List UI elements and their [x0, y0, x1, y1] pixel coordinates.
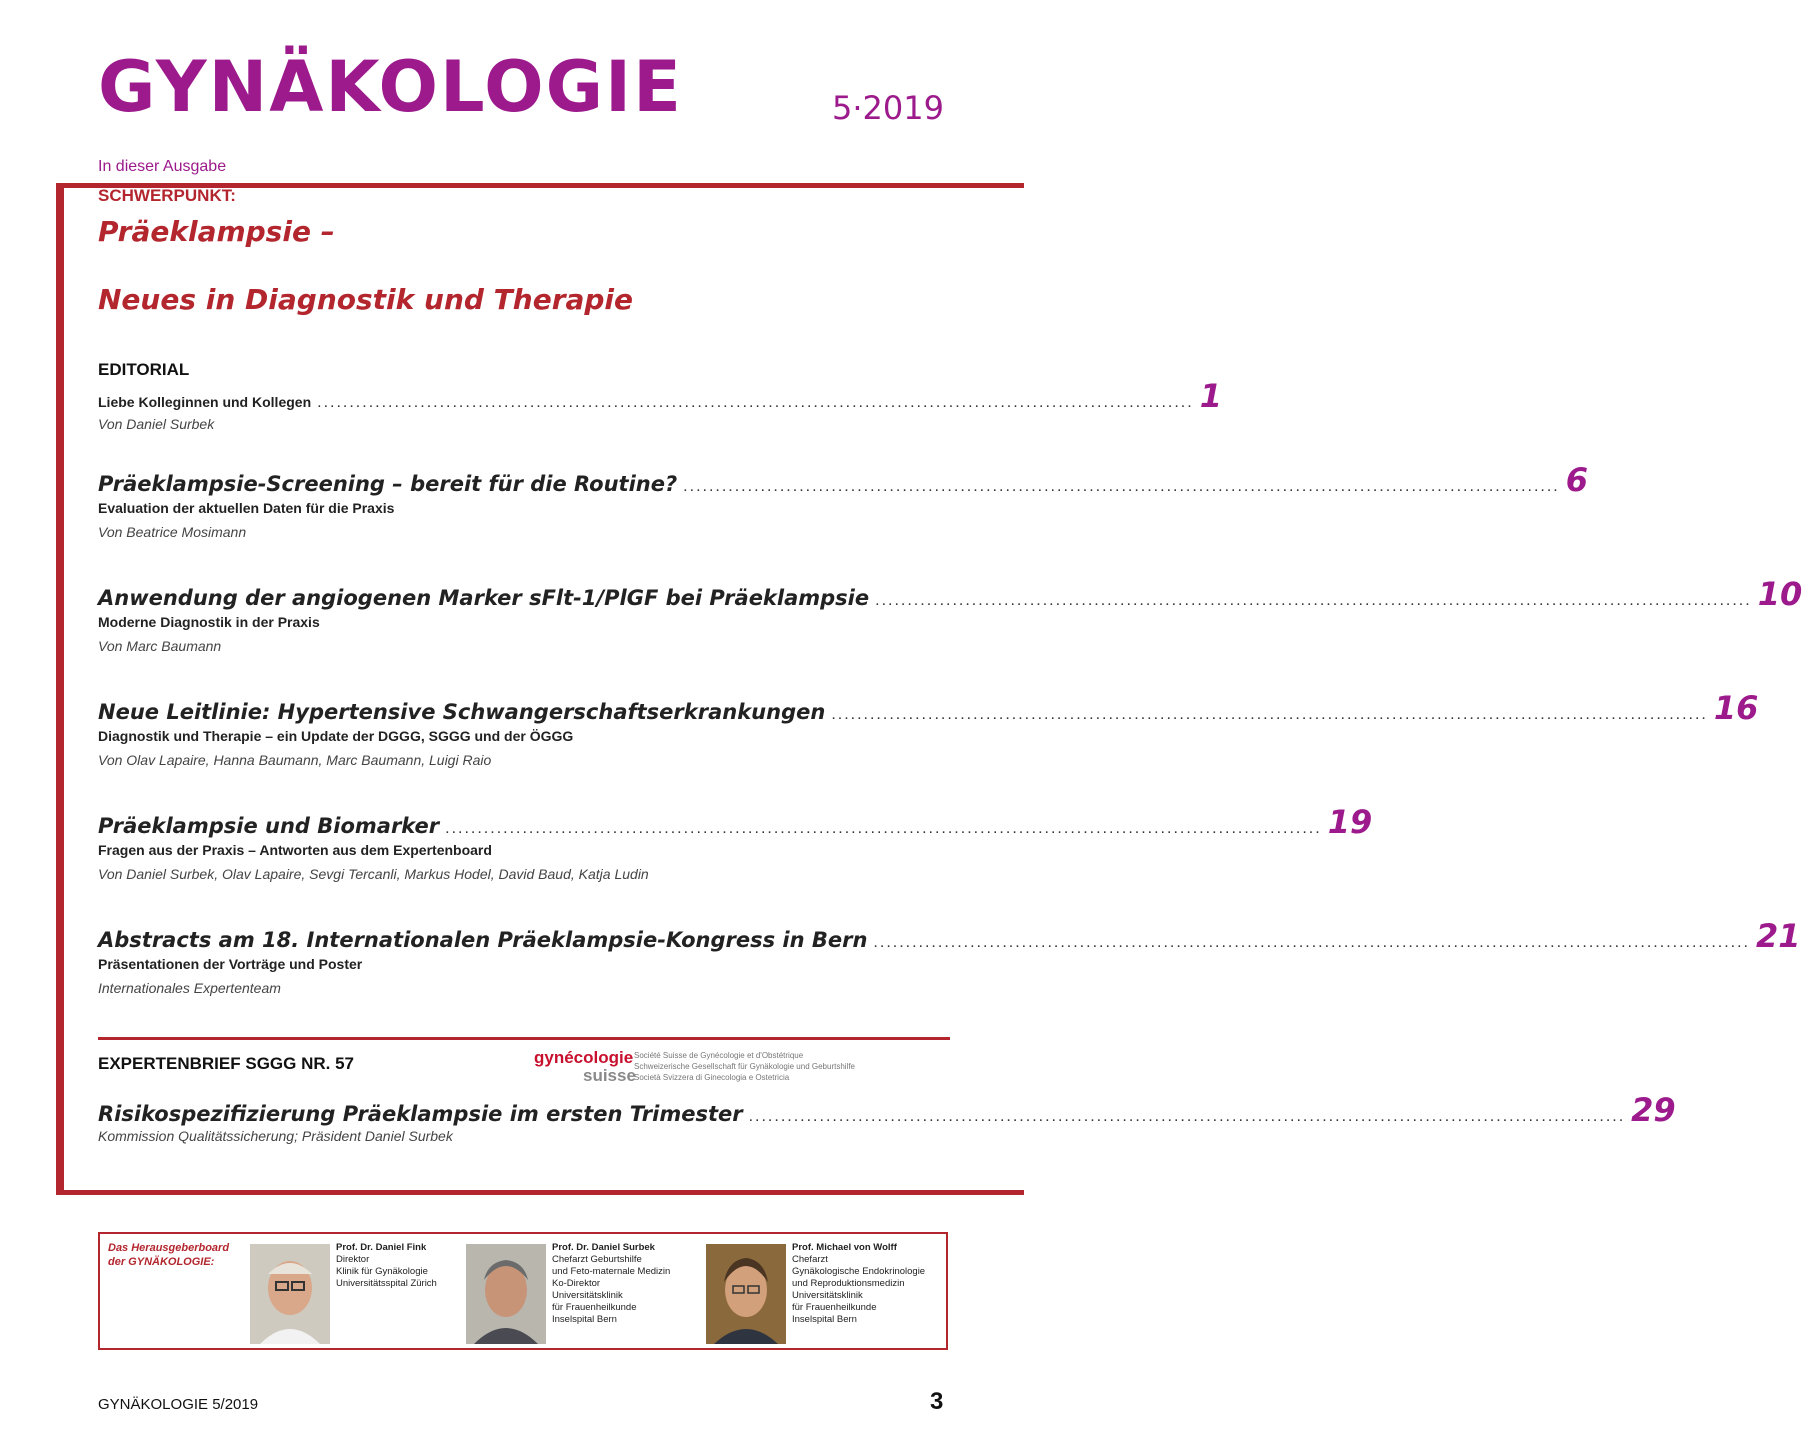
leader-dots: ........................................................................................................................................	[875, 592, 1752, 609]
toc-page-number[interactable]: 10	[1757, 575, 1802, 613]
board-member-line: für Frauenheilkunde	[792, 1302, 877, 1313]
toc-entry-authors: Von Daniel Surbek, Olav Lapaire, Sevgi Tercanli, Markus Hodel, David Baud, Katja Ludin	[98, 866, 649, 882]
section-heading-expertenbrief: EXPERTENBRIEF SGGG NR. 57	[98, 1054, 354, 1073]
leader-dots: ........................................................................................................................................	[873, 934, 1750, 951]
toc-entry-authors: Internationales Expertenteam	[98, 980, 281, 996]
portrait-photo	[250, 1244, 330, 1344]
toc-entry-authors: Kommission Qualitätssicherung; Präsident Daniel Surbek	[98, 1128, 453, 1144]
issue-number: 5·2019	[832, 89, 944, 127]
board-member-bio	[552, 1242, 670, 1326]
toc-entry-title[interactable]: Anwendung der angiogenen Marker sFlt-1/PlGF bei Präeklampsie	[98, 586, 870, 610]
board-member-name: Prof. Dr. Daniel Surbek	[552, 1242, 655, 1253]
leader-dots: ........................................................................................................................................	[683, 478, 1560, 495]
board-member-line: Universitätsspital Zürich	[336, 1278, 437, 1289]
focus-kicker: SCHWERPUNKT:	[98, 186, 236, 205]
toc-page-number[interactable]: 21	[1755, 917, 1801, 955]
board-label: Das Herausgeberboard der GYNÄKOLOGIE:	[108, 1242, 230, 1268]
board-member-line: Ko-Direktor	[552, 1278, 601, 1289]
portrait-photo	[706, 1244, 786, 1344]
board-member-line: Direktor	[336, 1254, 370, 1265]
toc-entry[interactable]	[98, 461, 1588, 540]
toc-entry[interactable]	[98, 803, 1373, 882]
toc-entry-subtitle: Evaluation der aktuellen Daten für die Praxis	[98, 500, 395, 516]
page-subtitle: In dieser Ausgabe	[98, 158, 227, 175]
toc-page-number[interactable]: 19	[1327, 803, 1373, 841]
focus-title-line1: Präeklampsie –	[98, 215, 335, 248]
toc-entry-subtitle: Fragen aus der Praxis – Antworten aus dem Expertenboard	[98, 842, 492, 858]
board-member-line: für Frauenheilkunde	[552, 1302, 637, 1313]
toc-entry[interactable]	[98, 917, 1801, 996]
section-divider	[98, 1037, 950, 1040]
board-member-line: Chefarzt Geburtshilfe	[552, 1254, 642, 1265]
board-member-line: und Reproduktionsmedizin	[792, 1278, 905, 1289]
toc-entry[interactable]	[98, 575, 1802, 654]
toc-entry-title[interactable]: Präeklampsie und Biomarker	[98, 814, 440, 838]
toc-entry-subtitle: Präsentationen der Vorträge und Poster	[98, 956, 363, 972]
toc-entry-title[interactable]: Abstracts am 18. Internationalen Präeklampsie-Kongress in Bern	[98, 928, 868, 952]
toc-entry[interactable]	[98, 1091, 1676, 1144]
toc-entry-authors: Von Marc Baumann	[98, 638, 222, 654]
toc-entry-authors: Von Beatrice Mosimann	[98, 524, 247, 540]
toc-entry-subtitle: Diagnostik und Therapie – ein Update der DGGG, SGGG und der ÖGGG	[98, 728, 574, 744]
board-member-line: Universitätsklinik	[552, 1290, 623, 1301]
toc-page-number[interactable]: 16	[1713, 689, 1759, 727]
footer-page-number: 3	[930, 1388, 944, 1415]
board-member-bio	[336, 1242, 437, 1290]
board-member-line: und Feto-maternale Medizin	[552, 1266, 671, 1277]
footer-journal: GYNÄKOLOGIE 5/2019	[98, 1396, 259, 1413]
board-member-bio	[792, 1242, 925, 1326]
sggg-logo-word1: gynécologie	[534, 1048, 634, 1067]
board-member-line: Klinik für Gynäkologie	[336, 1266, 428, 1277]
toc-page-number[interactable]: 1	[1199, 377, 1222, 415]
board-member-line: Inselspital Bern	[792, 1314, 857, 1325]
board-member-line: Gynäkologische Endokrinologie	[792, 1266, 926, 1277]
frame-bottom-rule	[56, 1190, 1024, 1195]
toc-entry-title[interactable]: Präeklampsie-Screening – bereit für die Routine?	[98, 472, 678, 496]
toc-entry[interactable]	[98, 377, 1222, 432]
toc-page-number[interactable]: 29	[1631, 1091, 1676, 1129]
board-member-line: Inselspital Bern	[552, 1314, 617, 1325]
board-member-line: Universitätsklinik	[792, 1290, 863, 1301]
leader-dots: ........................................................................................................................................	[445, 820, 1322, 837]
toc-entry-title[interactable]: Neue Leitlinie: Hypertensive Schwangerschaftserkrankungen	[98, 700, 826, 724]
frame-left-rule	[56, 183, 64, 1195]
toc-page-number[interactable]: 6	[1565, 461, 1588, 499]
board-member-name: Prof. Dr. Daniel Fink	[336, 1242, 427, 1253]
sggg-logo-line: Schweizerische Gesellschaft für Gynäkologie und Geburtshilfe	[634, 1062, 855, 1071]
leader-dots: ........................................................................................................................................	[748, 1108, 1626, 1125]
toc-entry-title[interactable]: Liebe Kolleginnen und Kollegen	[98, 394, 312, 410]
leader-dots: ........................................................................................................................................	[317, 394, 1194, 411]
sggg-logo-line: Société Suisse de Gynécologie et d'Obstétrique	[634, 1051, 804, 1060]
toc-entry-title[interactable]: Risikospezifizierung Präeklampsie im ersten Trimester	[98, 1102, 743, 1126]
journal-title: GYNÄKOLOGIE	[98, 46, 683, 128]
toc-entry-authors: Von Daniel Surbek	[98, 416, 215, 432]
sggg-logo-line: Società Svizzera di Ginecologia e Ostetricia	[634, 1073, 790, 1082]
portrait-photo	[466, 1244, 546, 1344]
board-member-name: Prof. Michael von Wolff	[792, 1242, 897, 1253]
toc-entry-authors: Von Olav Lapaire, Hanna Baumann, Marc Baumann, Luigi Raio	[98, 752, 492, 768]
toc-entry-subtitle: Moderne Diagnostik in der Praxis	[98, 614, 320, 630]
board-member-line: Chefarzt	[792, 1254, 828, 1265]
leader-dots: ........................................................................................................................................	[831, 706, 1708, 723]
editorial-board-box	[98, 1232, 948, 1350]
section-heading-editorial: EDITORIAL	[98, 360, 190, 379]
sggg-logo-word2: suisse	[583, 1066, 636, 1085]
focus-title-line2: Neues in Diagnostik und Therapie	[98, 283, 634, 316]
toc-entry[interactable]	[98, 689, 1759, 768]
